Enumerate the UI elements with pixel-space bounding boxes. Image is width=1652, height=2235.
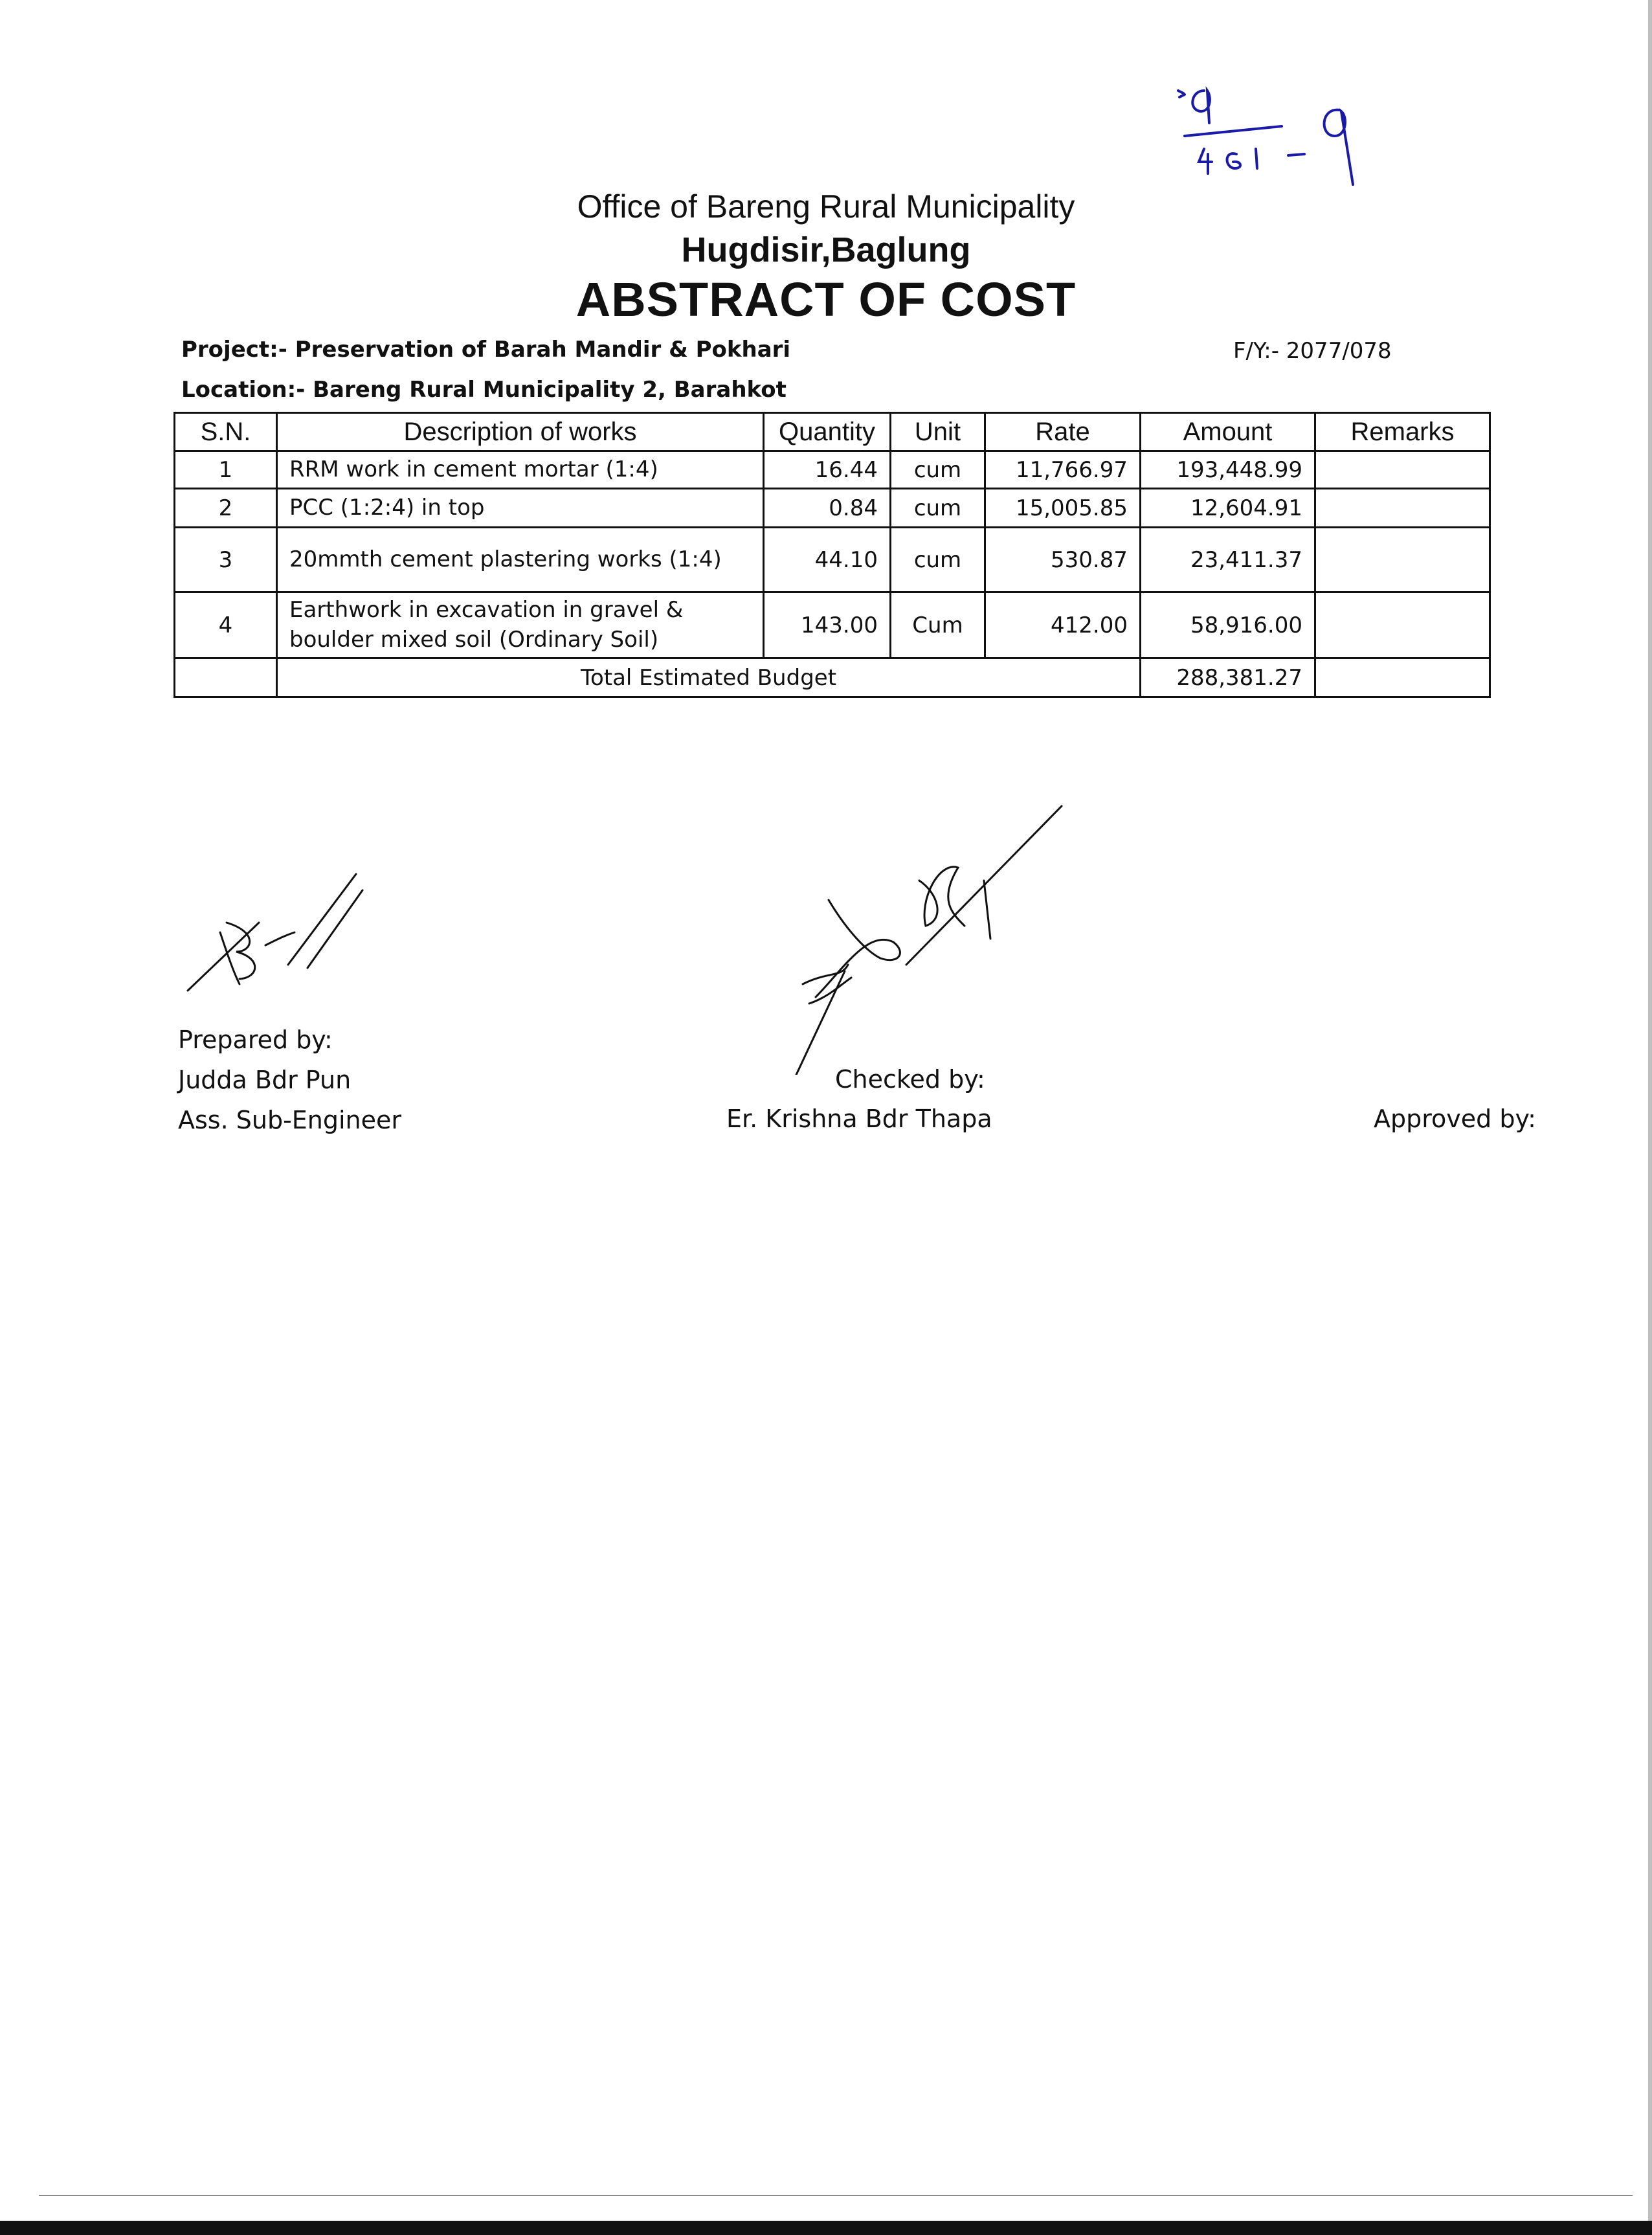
- cell-sn: 3: [175, 528, 277, 592]
- total-amount: 288,381.27: [1141, 658, 1315, 697]
- checked-by-label: Checked by:: [835, 1065, 985, 1094]
- cell-rate: 530.87: [985, 528, 1141, 592]
- cell-unit: cum: [891, 528, 985, 592]
- handwritten-file-number: [1165, 71, 1398, 188]
- header-remarks: Remarks: [1315, 413, 1490, 451]
- cell-quantity: 143.00: [764, 592, 891, 658]
- cell-remarks: [1315, 489, 1490, 528]
- preparer-signature-image: [181, 861, 375, 1004]
- cell-rate: 412.00: [985, 592, 1141, 658]
- cell-sn: 2: [175, 489, 277, 528]
- header-quantity: Quantity: [764, 413, 891, 451]
- total-row: [175, 658, 1490, 697]
- prepared-by-label: Prepared by:: [178, 1026, 333, 1054]
- cell-remarks: [1315, 451, 1490, 489]
- handwritten-file-number-image: [1165, 71, 1398, 188]
- table-row: [175, 592, 1490, 658]
- cost-table: [173, 412, 1491, 698]
- cell-total-blank: [175, 658, 277, 697]
- cell-description: 20mmth cement plastering works (1:4): [277, 528, 764, 592]
- cell-unit: cum: [891, 451, 985, 489]
- cell-quantity: 44.10: [764, 528, 891, 592]
- cell-unit: Cum: [891, 592, 985, 658]
- fiscal-year: F/Y:- 2077/078: [1233, 338, 1392, 364]
- cell-rate: 15,005.85: [985, 489, 1141, 528]
- table-header-row: [175, 413, 1490, 451]
- cell-amount: 12,604.91: [1141, 489, 1315, 528]
- cell-total-remarks: [1315, 658, 1490, 697]
- cell-amount: 193,448.99: [1141, 451, 1315, 489]
- preparer-signature: [181, 861, 375, 1004]
- approved-by-label: Approved by:: [1374, 1105, 1536, 1133]
- cell-amount: 58,916.00: [1141, 592, 1315, 658]
- cell-description: Earthwork in excavation in gravel & boulder mixed soil (Ordinary Soil): [277, 592, 764, 658]
- header-rate: Rate: [985, 413, 1141, 451]
- checker-signature-image: [790, 803, 1075, 1075]
- table-row: [175, 451, 1490, 489]
- preparer-title: Ass. Sub-Engineer: [178, 1106, 402, 1134]
- cell-rate: 11,766.97: [985, 451, 1141, 489]
- page-edge-bottom: [0, 2221, 1652, 2235]
- header-sn: S.N.: [175, 413, 277, 451]
- preparer-name: Judda Bdr Pun: [178, 1066, 352, 1094]
- cell-remarks: [1315, 592, 1490, 658]
- cell-description: PCC (1:2:4) in top: [277, 489, 764, 528]
- header-unit: Unit: [891, 413, 985, 451]
- cell-sn: 4: [175, 592, 277, 658]
- bottom-rule: [39, 2195, 1633, 2196]
- page-edge-right: [1648, 0, 1652, 2235]
- table-row: [175, 489, 1490, 528]
- checker-signature: [790, 803, 1075, 1075]
- total-label: Total Estimated Budget: [277, 658, 1141, 697]
- prepared-by-block: [178, 1020, 401, 1140]
- district-name: Hugdisir,Baglung: [681, 230, 971, 269]
- cell-sn: 1: [175, 451, 277, 489]
- header-description: Description of works: [277, 413, 764, 451]
- cell-description: RRM work in cement mortar (1:4): [277, 451, 764, 489]
- checker-name: Er. Krishna Bdr Thapa: [726, 1105, 992, 1133]
- header-amount: Amount: [1141, 413, 1315, 451]
- cell-amount: 23,411.37: [1141, 528, 1315, 592]
- cell-unit: cum: [891, 489, 985, 528]
- table-row: [175, 528, 1490, 592]
- document-title: ABSTRACT OF COST: [575, 273, 1077, 326]
- cell-quantity: 16.44: [764, 451, 891, 489]
- project-line: Project:- Preservation of Barah Mandir & Pokhari: [181, 337, 791, 363]
- office-name: Office of Bareng Rural Municipality: [577, 188, 1075, 225]
- cell-remarks: [1315, 528, 1490, 592]
- location-line: Location:- Bareng Rural Municipality 2, Barahkot: [181, 377, 787, 403]
- cell-quantity: 0.84: [764, 489, 891, 528]
